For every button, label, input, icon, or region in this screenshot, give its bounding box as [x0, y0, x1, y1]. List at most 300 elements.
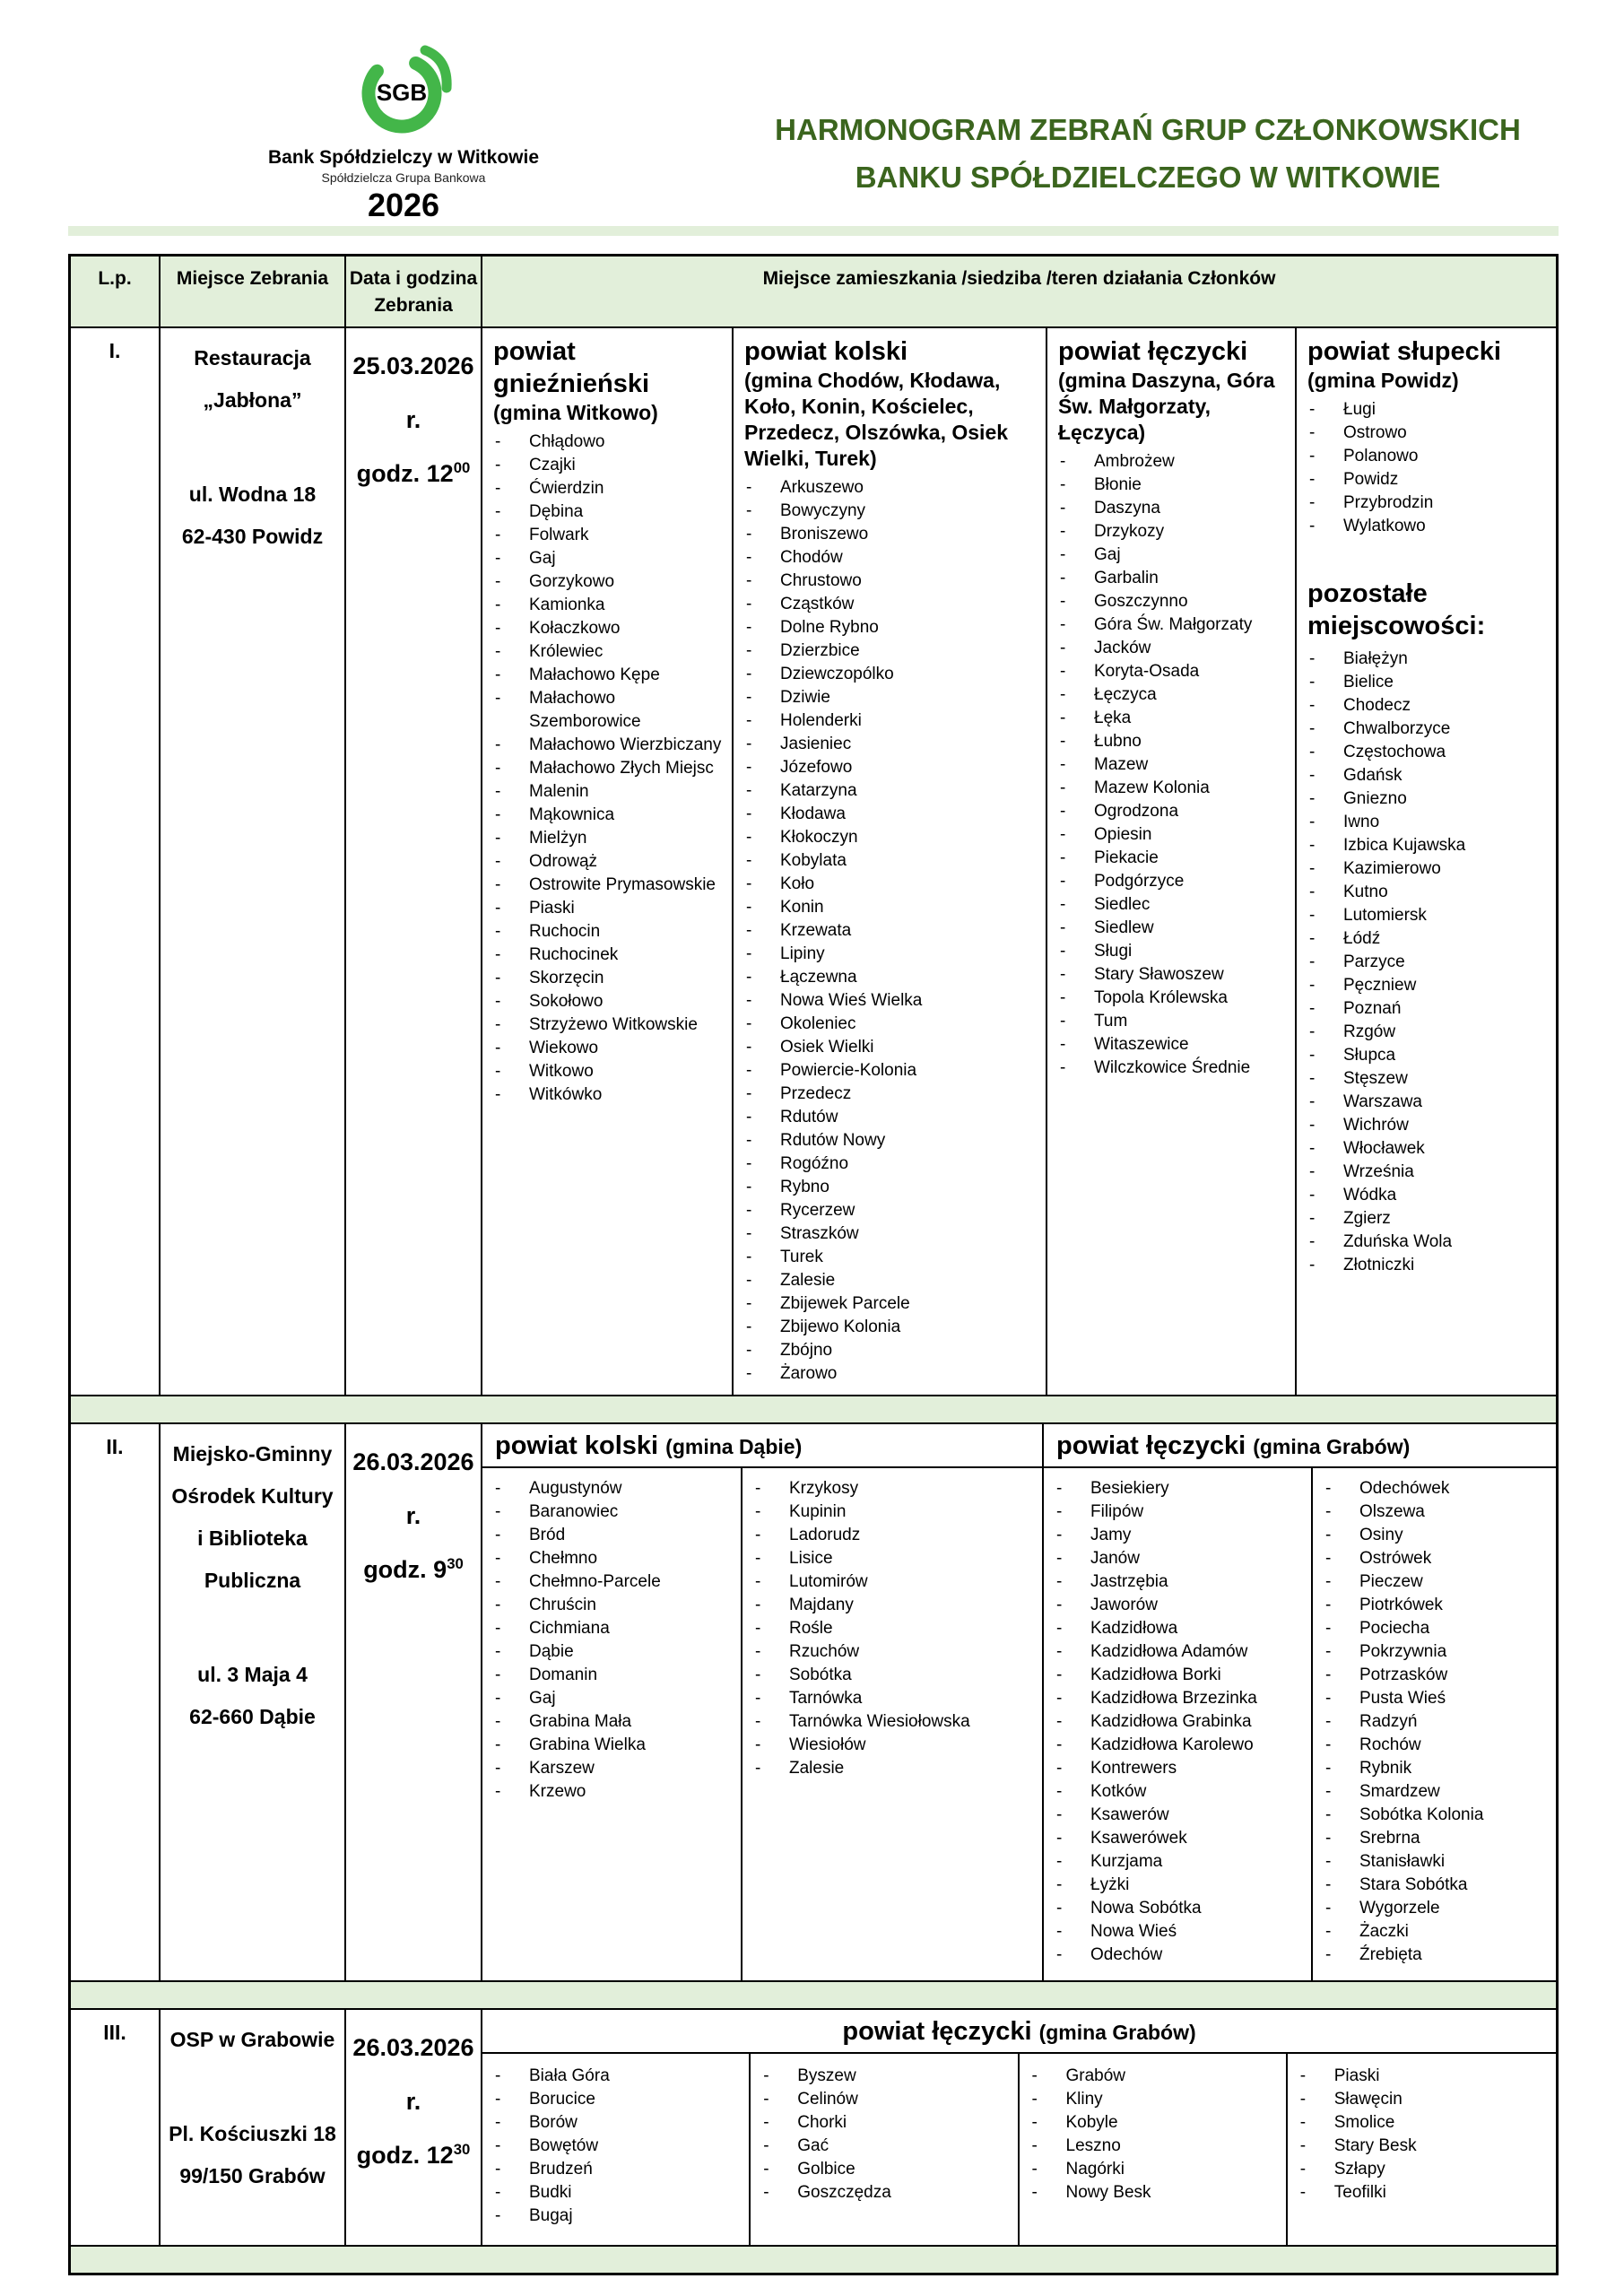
list-item	[1307, 515, 1550, 538]
dash-bullet: -	[746, 804, 752, 823]
locality-name: Goszczynno	[1094, 592, 1188, 611]
list-item	[1307, 1207, 1550, 1231]
dash-bullet: -	[1299, 2113, 1307, 2132]
locality-name: Wylatkowo	[1343, 517, 1426, 535]
locality-name: Kazimierowo	[1343, 859, 1441, 878]
locality-name: Lutomiersk	[1343, 906, 1427, 925]
dash-bullet: -	[1060, 965, 1066, 984]
dash-bullet: -	[495, 642, 501, 661]
locality-name: Jacków	[1094, 639, 1151, 657]
dash-bullet: -	[1060, 825, 1066, 844]
dash-bullet: -	[1060, 1058, 1066, 1077]
col-header-place: Miejsce Zebrania	[161, 257, 346, 326]
list-item	[1058, 777, 1290, 800]
locality-name: Stary Besk	[1333, 2136, 1417, 2155]
separator-band	[71, 1396, 1556, 1424]
dash-bullet: -	[1325, 1759, 1332, 1778]
row3-groups	[482, 2010, 1556, 2245]
place-text-line: ul. Wodna 18	[188, 483, 317, 506]
locality-list	[493, 430, 726, 1107]
table-row-3	[71, 2010, 1556, 2247]
dash-bullet: -	[495, 2090, 501, 2109]
dash-bullet: -	[1060, 1012, 1066, 1031]
list-item	[1058, 753, 1290, 777]
locality-name: Wilczkowice Średnie	[1094, 1058, 1251, 1077]
dash-bullet: -	[1060, 942, 1066, 961]
list-item	[1058, 730, 1290, 753]
locality-name: Celinów	[797, 2090, 858, 2109]
place-text-line: ul. 3 Maja 4	[197, 1663, 308, 1686]
table-row-1	[71, 328, 1556, 1396]
dash-bullet: -	[1056, 1596, 1063, 1614]
dash-bullet: -	[1309, 470, 1316, 489]
dash-bullet: -	[495, 665, 501, 684]
locality-name: Sokołowo	[529, 992, 604, 1011]
locality-name: Borów	[529, 2113, 578, 2132]
dash-bullet: -	[1325, 1572, 1332, 1591]
dash-bullet: -	[746, 1038, 752, 1057]
dash-bullet: -	[1309, 1092, 1316, 1111]
dash-bullet: -	[746, 1364, 752, 1383]
dash-bullet: -	[755, 1502, 761, 1521]
dash-bullet: -	[495, 1549, 501, 1568]
list-item	[744, 639, 1040, 663]
dash-bullet: -	[1056, 1642, 1063, 1661]
locality-column	[751, 2054, 1019, 2245]
locality-name: Witkówko	[529, 1085, 603, 1104]
locality-name: Baranowiec	[529, 1502, 619, 1521]
dash-bullet: -	[1309, 976, 1316, 995]
list-item	[1055, 1640, 1307, 1664]
dash-bullet: -	[1309, 743, 1316, 761]
dash-bullet: -	[495, 1642, 501, 1661]
locality-name: Ćwierdzin	[529, 479, 604, 498]
locality-name: Poznań	[1343, 999, 1402, 1018]
list-item	[1324, 1687, 1552, 1710]
dash-bullet: -	[746, 1061, 752, 1080]
list-item	[1324, 1850, 1552, 1874]
list-item	[1324, 1874, 1552, 1897]
list-item	[1307, 834, 1550, 857]
locality-name: Łódź	[1343, 929, 1381, 948]
list-item	[1298, 2158, 1552, 2181]
list-item	[1324, 1897, 1552, 1920]
dash-bullet: -	[1309, 952, 1316, 971]
dash-bullet: -	[1056, 1829, 1063, 1848]
list-item	[493, 757, 726, 780]
dash-bullet: -	[763, 2113, 769, 2132]
list-item	[493, 944, 726, 967]
locality-name: Gniezno	[1343, 789, 1407, 808]
locality-name: Małachowo Wierzbiczany	[529, 735, 722, 754]
list-item	[493, 454, 726, 477]
locality-name: Piotrkówek	[1359, 1596, 1443, 1614]
bottom-band	[71, 2247, 1556, 2273]
list-item	[744, 1269, 1040, 1292]
dash-bullet: -	[746, 1014, 752, 1033]
list-item	[493, 1477, 737, 1500]
locality-name: Wygorzele	[1359, 1899, 1440, 1918]
locality-name: Dziwie	[780, 688, 830, 707]
group-subtitle: (gmina Powidz)	[1307, 369, 1459, 392]
dash-bullet: -	[495, 1085, 501, 1104]
locality-name: Ługi	[1343, 400, 1376, 419]
dash-bullet: -	[495, 969, 501, 987]
locality-name: Holenderki	[780, 711, 862, 730]
list-item	[493, 827, 726, 850]
row2-lp: II.	[71, 1424, 161, 1980]
list-item	[493, 850, 726, 874]
locality-name: Bród	[529, 1526, 566, 1544]
locality-name: Wódka	[1343, 1186, 1397, 1205]
dash-bullet: -	[1309, 929, 1316, 948]
locality-name: Polanowo	[1343, 447, 1419, 465]
locality-name: Chwalborzyce	[1343, 719, 1451, 738]
locality-name: Brudzeń	[529, 2160, 593, 2179]
locality-name: Janów	[1090, 1549, 1140, 1568]
dash-bullet: -	[1056, 1852, 1063, 1871]
locality-name: Rybnik	[1359, 1759, 1412, 1778]
schedule-table	[68, 254, 1559, 2275]
dash-bullet: -	[495, 1735, 501, 1754]
locality-name: Gorzykowo	[529, 572, 615, 591]
locality-name: Izbica Kujawska	[1343, 836, 1466, 855]
list-item	[744, 686, 1040, 709]
dash-bullet: -	[746, 641, 752, 660]
list-item	[1055, 1944, 1307, 1967]
locality-name: Powidz	[1343, 470, 1399, 489]
list-item	[1324, 1500, 1552, 1524]
row2-area	[482, 1424, 1556, 1980]
spacer-line	[161, 422, 344, 474]
list-item	[1307, 927, 1550, 951]
dash-bullet: -	[1309, 789, 1316, 808]
list-item	[761, 2181, 1013, 2205]
locality-name: Krzewo	[529, 1782, 586, 1801]
list-item	[493, 734, 726, 757]
row2-header-leczycki	[1044, 1424, 1556, 1468]
place-text-line: Miejsko-Gminny	[172, 1442, 333, 1465]
locality-name: Bowętów	[529, 2136, 599, 2155]
list-item	[1055, 1547, 1307, 1570]
locality-name: Topola Królewska	[1094, 988, 1228, 1007]
dash-bullet: -	[1056, 1782, 1063, 1801]
locality-name: Gdańsk	[1343, 766, 1403, 785]
locality-name: Nowy Besk	[1065, 2183, 1151, 2202]
dash-bullet: -	[1060, 918, 1066, 937]
locality-name: Grabów	[1065, 2066, 1126, 2085]
dash-bullet: -	[1309, 517, 1316, 535]
dash-bullet: -	[763, 2136, 769, 2155]
dash-bullet: -	[755, 1479, 761, 1498]
locality-name: Daszyna	[1094, 499, 1160, 517]
list-item	[1307, 741, 1550, 764]
list-item	[1055, 1850, 1307, 1874]
locality-name: Kadzidłowa Borki	[1090, 1665, 1221, 1684]
col-header-area: Miejsce zamieszkania /siedziba /teren działania Członków	[762, 268, 1276, 289]
list-item	[1324, 1664, 1552, 1687]
locality-name: Dziewczopólko	[780, 665, 894, 683]
locality-name: Majdany	[789, 1596, 854, 1614]
dash-bullet: -	[495, 572, 501, 591]
locality-column	[1288, 2054, 1556, 2245]
dash-bullet: -	[495, 759, 501, 778]
locality-name: Gaj	[1094, 545, 1121, 564]
list-item	[493, 2205, 745, 2228]
dash-bullet: -	[495, 549, 501, 568]
dash-bullet: -	[495, 1039, 501, 1057]
list-item	[493, 967, 726, 990]
locality-name: Stanisławki	[1359, 1852, 1446, 1871]
dash-bullet: -	[1309, 673, 1316, 691]
list-item	[1058, 847, 1290, 870]
dash-bullet: -	[1060, 592, 1066, 611]
gmina-label	[1039, 2021, 1196, 2044]
list-item	[1055, 1897, 1307, 1920]
dash-bullet: -	[1309, 400, 1316, 419]
list-item	[1307, 422, 1550, 445]
dash-bullet: -	[755, 1665, 761, 1684]
dash-bullet: -	[1299, 2090, 1307, 2109]
list-item	[493, 1547, 737, 1570]
dash-bullet: -	[495, 945, 501, 964]
dash-bullet: -	[495, 1062, 501, 1081]
locality-column	[1313, 1468, 1556, 1980]
list-item	[1307, 881, 1550, 904]
group-subtitle: (gmina Witkowo)	[493, 401, 658, 424]
dash-bullet: -	[495, 922, 501, 941]
row1-time-sup: 00	[453, 459, 471, 476]
row2-header-kolski	[482, 1424, 1044, 1468]
dash-bullet: -	[755, 1689, 761, 1708]
locality-name: Biała Góra	[529, 2066, 610, 2085]
dash-bullet: -	[1060, 685, 1066, 704]
locality-name: Rybno	[780, 1178, 829, 1196]
list-item	[1055, 1734, 1307, 1757]
dash-bullet: -	[495, 479, 501, 498]
list-item	[493, 1594, 737, 1617]
list-item	[1058, 917, 1290, 940]
list-item	[1298, 2065, 1552, 2088]
locality-name: Rzuchów	[789, 1642, 860, 1661]
list-item	[1055, 1920, 1307, 1944]
list-item	[744, 1059, 1040, 1083]
locality-name: Teofilki	[1333, 2183, 1386, 2202]
dash-bullet: -	[746, 1341, 752, 1360]
dash-bullet: -	[746, 525, 752, 544]
dash-bullet: -	[495, 456, 501, 474]
locality-name: Chełmno	[529, 1549, 598, 1568]
dash-bullet: -	[495, 1759, 501, 1778]
dash-bullet: -	[1060, 545, 1066, 564]
list-item	[1298, 2135, 1552, 2158]
locality-column	[482, 2054, 751, 2245]
dash-bullet: -	[1309, 423, 1316, 442]
dash-bullet: -	[1056, 1619, 1063, 1638]
row1-date: 25.03.2026 r.	[352, 352, 474, 433]
list-item	[744, 966, 1040, 989]
dash-bullet: -	[746, 781, 752, 800]
list-item	[493, 1083, 726, 1107]
dash-bullet: -	[1060, 475, 1066, 494]
locality-name: Łubno	[1094, 732, 1142, 751]
locality-name: Rogóźno	[780, 1154, 849, 1173]
locality-name: Zalesie	[789, 1759, 845, 1778]
list-item	[1055, 1804, 1307, 1827]
dash-bullet: -	[1060, 615, 1066, 634]
list-item	[1307, 1044, 1550, 1067]
list-item	[744, 756, 1040, 779]
dash-bullet: -	[495, 1596, 501, 1614]
dash-bullet: -	[495, 2066, 501, 2085]
powiat-title: powiat łęczycki	[842, 2017, 1032, 2046]
locality-name: Ladorudz	[789, 1526, 861, 1544]
dash-bullet: -	[1031, 2113, 1038, 2132]
table-row-2	[71, 1424, 1556, 1982]
row3-time	[346, 2128, 481, 2182]
dash-bullet: -	[1299, 2066, 1307, 2085]
list-item	[1058, 544, 1290, 567]
dash-bullet: -	[746, 1131, 752, 1150]
dash-bullet: -	[746, 595, 752, 613]
place-text-line: „Jabłona”	[203, 388, 302, 412]
list-item	[1307, 857, 1550, 881]
list-item	[493, 804, 726, 827]
group-title: powiat gnieźnieński	[493, 337, 650, 398]
list-item	[493, 2158, 745, 2181]
dash-bullet: -	[1309, 1186, 1316, 1205]
locality-name: Nowa Wieś Wielka	[780, 991, 923, 1010]
dash-bullet: -	[495, 1689, 501, 1708]
list-item	[493, 1013, 726, 1037]
list-item	[744, 849, 1040, 873]
list-item	[1307, 445, 1550, 468]
list-item	[493, 920, 726, 944]
dash-bullet: -	[1325, 1782, 1332, 1801]
dash-bullet: -	[746, 688, 752, 707]
dash-bullet: -	[495, 2206, 501, 2225]
locality-name: Goszczędza	[797, 2183, 891, 2202]
row2-time-sup: 30	[447, 1555, 464, 1572]
locality-name: Czajki	[529, 456, 576, 474]
powiat-title: powiat kolski	[495, 1431, 659, 1460]
dash-bullet: -	[1031, 2066, 1038, 2085]
dash-bullet: -	[1309, 1162, 1316, 1181]
locality-name: Zduńska Wola	[1343, 1232, 1453, 1251]
group-title: powiat słupecki	[1307, 337, 1501, 366]
list-item	[1324, 1570, 1552, 1594]
list-item	[1298, 2111, 1552, 2135]
spacer-line	[161, 1602, 344, 1654]
locality-name: Krzewata	[780, 921, 852, 940]
list-item	[1058, 963, 1290, 987]
list-item	[1324, 1617, 1552, 1640]
locality-name: Częstochowa	[1343, 743, 1446, 761]
list-item	[753, 1477, 1038, 1500]
list-item	[1055, 1710, 1307, 1734]
locality-name: Golbice	[797, 2160, 855, 2179]
locality-name: Koryta-Osada	[1094, 662, 1200, 681]
separator-band	[71, 1982, 1556, 2010]
locality-name: Jamy	[1090, 1526, 1132, 1544]
locality-name: Pusta Wieś	[1359, 1689, 1446, 1708]
locality-name: Bugaj	[529, 2206, 573, 2225]
dash-bullet: -	[495, 782, 501, 801]
list-item	[1055, 1827, 1307, 1850]
dash-bullet: -	[1060, 778, 1066, 797]
locality-name: Ksawerów	[1090, 1805, 1169, 1824]
dash-bullet: -	[1309, 766, 1316, 785]
dash-bullet: -	[1309, 813, 1316, 831]
locality-name: Tum	[1094, 1012, 1128, 1031]
dash-bullet: -	[755, 1712, 761, 1731]
locality-name: Zalesie	[780, 1271, 836, 1290]
locality-name: Chodecz	[1343, 696, 1411, 715]
locality-name: Błonie	[1094, 475, 1142, 494]
locality-name: Radzyń	[1359, 1712, 1418, 1731]
place-text-line: 99/150 Grabów	[179, 2164, 326, 2187]
list-item	[493, 594, 726, 617]
list-item	[744, 779, 1040, 803]
list-item	[1058, 987, 1290, 1010]
dash-bullet: -	[1309, 493, 1316, 512]
dash-bullet: -	[1056, 1875, 1063, 1894]
list-item	[744, 709, 1040, 733]
locality-name: Rycerzew	[780, 1201, 855, 1220]
locality-name: Chorki	[797, 2113, 847, 2132]
list-item	[1058, 800, 1290, 823]
list-item	[761, 2065, 1013, 2088]
row1-time-main: godz. 12	[356, 460, 454, 487]
group-slupecki	[1297, 328, 1556, 1395]
locality-name: Pęczniew	[1343, 976, 1417, 995]
list-item	[493, 2065, 745, 2088]
list-item	[1307, 468, 1550, 491]
list-item	[744, 1152, 1040, 1176]
locality-name: Borucice	[529, 2090, 595, 2109]
dash-bullet: -	[1056, 1479, 1063, 1498]
list-item	[1307, 1231, 1550, 1254]
list-item	[753, 1570, 1038, 1594]
locality-name: Cichmiana	[529, 1619, 610, 1638]
dash-bullet: -	[495, 735, 501, 754]
dash-bullet: -	[495, 875, 501, 894]
locality-name: Krzykosy	[789, 1479, 859, 1498]
list-item	[493, 897, 726, 920]
dash-bullet: -	[1056, 1572, 1063, 1591]
locality-name: Garbalin	[1094, 569, 1159, 587]
dash-bullet: -	[1056, 1712, 1063, 1731]
locality-name: Olszewa	[1359, 1502, 1425, 1521]
locality-name: Okoleniec	[780, 1014, 856, 1033]
list-item	[1030, 2111, 1282, 2135]
list-item	[1307, 1114, 1550, 1137]
locality-name: Warszawa	[1343, 1092, 1422, 1111]
powiat-title: powiat łęczycki	[1056, 1431, 1246, 1460]
locality-name: Ksawerówek	[1090, 1829, 1187, 1848]
locality-name: Witaszewice	[1094, 1035, 1189, 1054]
row3-time-sup: 30	[453, 2141, 471, 2158]
locality-name: Kołaczkowo	[529, 619, 621, 638]
dash-bullet: -	[495, 526, 501, 544]
locality-name: Augustynów	[529, 1479, 622, 1498]
dash-bullet: -	[746, 478, 752, 497]
locality-name: Włocławek	[1343, 1139, 1425, 1158]
list-item	[493, 640, 726, 664]
locality-name: Września	[1343, 1162, 1414, 1181]
dash-bullet: -	[1060, 848, 1066, 867]
list-item	[1058, 613, 1290, 637]
